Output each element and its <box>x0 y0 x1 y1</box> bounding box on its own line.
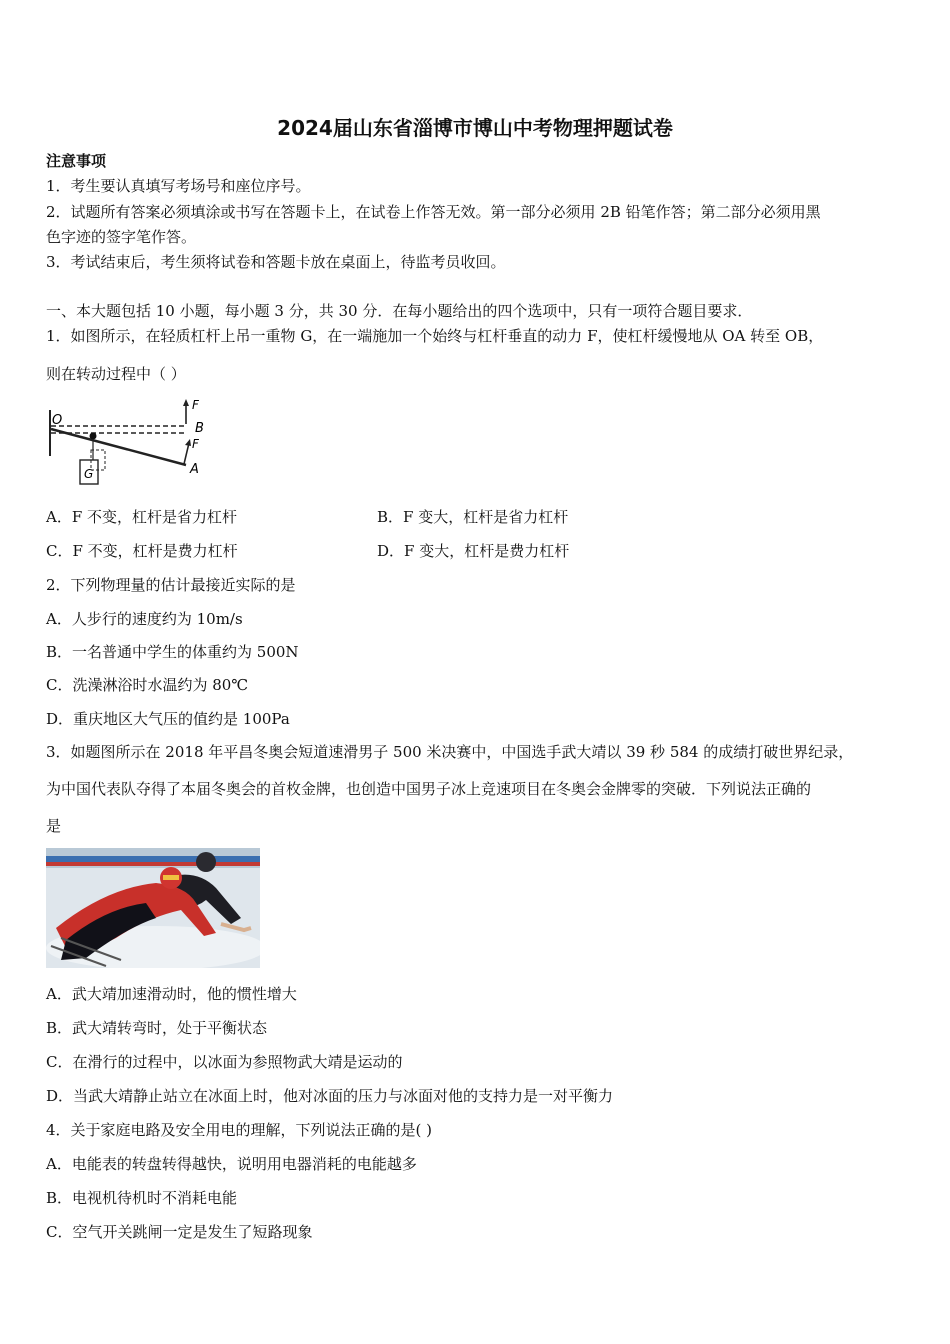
q3-option-a: A．武大靖加速滑动时，他的惯性增大 <box>46 985 297 1003</box>
q3-option-d: D．当武大靖静止站立在冰面上时，他对冰面的压力与冰面对他的支持力是一对平衡力 <box>46 1087 614 1105</box>
q2-stem: 2．下列物理量的估计最接近实际的是 <box>46 576 296 594</box>
q4-option-a: A．电能表的转盘转得越快，说明用电器消耗的电能越多 <box>46 1155 417 1173</box>
q2-option-c: C．洗澡淋浴时水温约为 80℃ <box>46 676 249 694</box>
q4-stem: 4．关于家庭电路及安全用电的理解，下列说法正确的是( ) <box>46 1121 433 1139</box>
q2-option-a: A．人步行的速度约为 10m/s <box>46 610 243 628</box>
q3-stem-line2: 为中国代表队夺得了本届冬奥会的首枚金牌，也创造中国男子冰上竞速项目在冬奥会金牌零的突破．下列说法正确的 <box>46 780 812 798</box>
section-intro: 一、本大题包括 10 小题，每小题 3 分，共 30 分．在每小题给出的四个选项中，只有一项符合题目要求． <box>46 302 753 320</box>
q4-option-b: B．电视机待机时不消耗电能 <box>46 1189 238 1207</box>
q1-stem-line1: 1．如图所示，在轻质杠杆上吊一重物 G，在一端施加一个始终与杠杆垂直的动力 F，使杠杆缓慢地从 OA 转至 OB， <box>46 327 824 345</box>
q3-stem-line1: 3．如题图所示在 2018 年平昌冬奥会短道速滑男子 500 米决赛中，中国选手武大靖以 39 秒 584 的成绩打破世界纪录， <box>46 743 854 761</box>
q3-option-c: C．在滑行的过程中，以冰面为参照物武大靖是运动的 <box>46 1053 403 1071</box>
q4-option-c: C．空气开关跳闸一定是发生了短路现象 <box>46 1223 313 1241</box>
q1-stem-line2: 则在转动过程中（ ） <box>46 365 186 383</box>
label-f-top: F <box>192 398 199 412</box>
q1-option-a: A．F 不变，杠杆是省力杠杆 <box>46 508 238 526</box>
q3-stem-line3: 是 <box>46 817 62 835</box>
q1-option-d: D．F 变大，杠杆是费力杠杆 <box>377 542 570 560</box>
q2-option-b: B．一名普通中学生的体重约为 500N <box>46 643 299 661</box>
label-g: G <box>84 467 94 481</box>
label-a: A <box>190 462 199 477</box>
notice-item: 2．试题所有答案必须填涂或书写在答题卡上，在试卷上作答无效。第一部分必须用 2B 铅笔作答；第二部分必须用黑 <box>46 203 821 221</box>
speed-skating-photo <box>46 848 260 968</box>
page-title: 2024届山东省淄博市博山中考物理押题试卷 <box>277 116 673 140</box>
label-o: O <box>52 413 63 428</box>
q2-option-d: D．重庆地区大气压的值约是 100Pa <box>46 710 290 728</box>
notice-item: 1．考生要认真填写考场号和座位序号。 <box>46 177 311 195</box>
notice-item: 色字迹的签字笔作答。 <box>46 228 197 246</box>
q1-option-b: B．F 变大，杠杆是省力杠杆 <box>377 508 569 526</box>
label-b: B <box>195 421 204 436</box>
q1-option-c: C．F 不变，杠杆是费力杠杆 <box>46 542 238 560</box>
q3-option-b: B．武大靖转弯时，处于平衡状态 <box>46 1019 268 1037</box>
lever-diagram <box>44 398 214 490</box>
notice-heading: 注意事项 <box>46 152 107 170</box>
label-f-mid: F <box>192 437 199 451</box>
notice-item: 3．考试结束后，考生须将试卷和答题卡放在桌面上，待监考员收回。 <box>46 253 506 271</box>
